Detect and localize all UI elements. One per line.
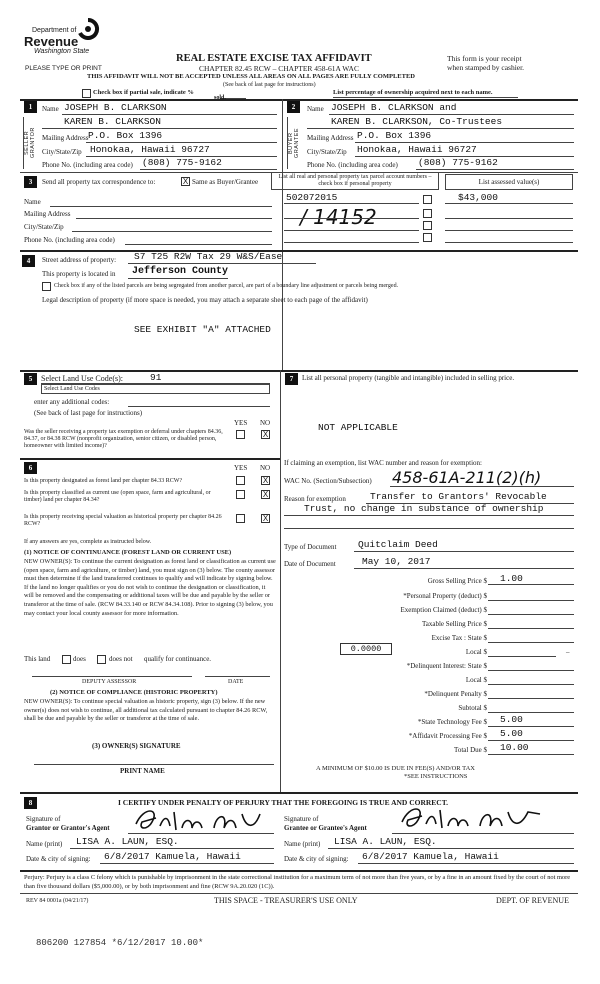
seller-name-1[interactable]: JOSEPH B. CLARKSON [64, 102, 167, 113]
gross-value[interactable]: 1.00 [500, 573, 523, 584]
seller-name-1-line [62, 114, 277, 115]
notice2-title: (2) NOTICE OF COMPLIANCE (HISTORIC PROPERTY) [50, 689, 218, 696]
parcel-personal-checkbox-3[interactable] [423, 221, 432, 230]
exemption-question: Was the seller receiving a property tax exemption or deferral under chapters 84.36, 84.37, or 84.38 RCW (nonprofit organization, senior citizen, or disabled person, homeowner with limited income)? [24, 429, 223, 449]
notice1-text: NEW OWNER(S): To continue the current designation as forest land or classification as current use (open space, farm and agriculture, or timber) land, you must sign on (3) below. The county assessor must then determine if the land transferred continues to qualify and will indicate by signing below. If the land no longer qualifies or you do not wish to continue the designation or classification, it will be removed and the compensating or additional taxes will be due and payable by the seller or transferor at the time of sale. (RCW 84.33.140 or RCW 84.34.108). Prior to signing (3) below, you may contact your local county assessor for more information. [24, 558, 276, 617]
grantor-date-city[interactable]: 6/8/2017 Kamuela, Hawaii [104, 851, 241, 862]
local-dash: – [566, 648, 570, 656]
reason-line-2[interactable]: Trust, no change in substance of ownership [304, 503, 544, 514]
grantee-date-line [358, 863, 574, 864]
see-back-note: (See back of last page for instructions) [34, 409, 143, 417]
treasurer-note: THIS SPACE - TREASURER'S USE ONLY [214, 896, 358, 905]
current-use-yes-checkbox[interactable] [236, 490, 245, 499]
certify-text: I CERTIFY UNDER PENALTY OF PERJURY THAT THE FOREGOING IS TRUE AND CORRECT. [118, 798, 449, 807]
section-8-badge: 8 [24, 797, 37, 809]
parcel-line-1 [284, 203, 419, 204]
county-line [128, 278, 228, 279]
wac-line [390, 486, 574, 487]
parcel-handwritten: / 14152 [300, 205, 377, 229]
same-as-buyer-checkbox[interactable]: X [182, 177, 189, 186]
sec3-name-line [50, 206, 272, 207]
located-label: This property is located in [42, 270, 116, 278]
penalty-line [488, 698, 574, 699]
form-title: REAL ESTATE EXCISE TAX AFFIDAVIT [176, 53, 372, 64]
local-rate[interactable]: 0.0000 [340, 643, 392, 655]
seller-mailing[interactable]: P.O. Box 1396 [88, 130, 163, 141]
gross-line [488, 584, 574, 585]
street-label: Street address of property: [42, 256, 117, 264]
partial-sale-checkbox[interactable] [82, 89, 91, 98]
taxable-line [488, 628, 574, 629]
sec3-name-label: Name [24, 198, 41, 206]
does-label: does [73, 655, 86, 663]
sec6-no-header: NO [260, 464, 271, 472]
print-name-label: PRINT NAME [120, 767, 165, 775]
section-5-badge: 5 [24, 373, 37, 385]
assessed-line-2 [445, 218, 573, 219]
penalty-label: *Delinquent Penalty $ [424, 690, 487, 698]
cashier-stamp: 806200 127854 *6/12/2017 10.00* [36, 938, 204, 948]
footer-mid-rule [20, 893, 578, 894]
seller-side-label: SELLER GRANTOR [23, 117, 33, 169]
forest-question: Is this property designated as forest land per chapter 84.33 RCW? [24, 478, 183, 484]
total-due-label: Total Due $ [454, 746, 487, 754]
section-6-badge: 6 [24, 462, 37, 474]
section-6-top-rule [20, 458, 280, 460]
sec5-no-header: NO [260, 419, 271, 427]
buyer-name-2[interactable]: KAREN B. CLARKSON, Co-Trustees [331, 116, 503, 127]
buyer-name-label: Name [307, 105, 324, 113]
owner-signature-label: (3) OWNER(S) SIGNATURE [92, 742, 181, 750]
list-pct-label: List percentage of ownership acquired next to each name. [333, 89, 493, 96]
qualify-label: qualify for continuance. [144, 655, 212, 663]
doc-type-value[interactable]: Quitclaim Deed [358, 539, 438, 550]
reason-label: Reason for exemption [284, 495, 346, 503]
section-5-top-rule [20, 370, 578, 372]
boundary-note: Check box if any of the listed parcels are being segregated from another parcel, are part of a boundary line adjustment or parcels being merged. [54, 283, 399, 289]
grantor-name-line [70, 848, 274, 849]
buyer-city[interactable]: Honokaa, Hawaii 96727 [357, 144, 477, 155]
personal-deduct-line [488, 600, 574, 601]
forest-no-checkbox[interactable]: X [262, 476, 269, 485]
sig-grantee-label-2: Grantee or Grantee's Agent [284, 824, 367, 832]
personal-property-label: List all personal property (tangible and intangible) included in selling price. [302, 374, 515, 382]
legal-label: Legal description of property (if more space is needed, you may attach a separate sheet to each page of the affidavit) [42, 296, 368, 304]
parcel-personal-checkbox-4[interactable] [423, 233, 432, 242]
left-right-divider [280, 370, 281, 792]
correspondence-label: Send all property tax correspondence to: [42, 178, 156, 186]
doc-date-label: Date of Document [284, 560, 336, 568]
exemption-no-checkbox[interactable]: X [262, 430, 269, 439]
dept-note: DEPT. OF REVENUE [496, 896, 569, 905]
current-use-question: Is this property classified as current use (open space, farm and agricultural, or timber) land per chapter 84.34? [24, 490, 211, 503]
affidavit-fee-label: *Affidavit Processing Fee $ [408, 732, 487, 740]
subtotal-line [488, 712, 574, 713]
interest-local-line [488, 684, 574, 685]
parcel-header: List all real and personal property tax parcel account numbers – check box if personal property [271, 172, 439, 190]
buyer-mailing[interactable]: P.O. Box 1396 [357, 130, 432, 141]
grantee-date-city[interactable]: 6/8/2017 Kamuela, Hawaii [362, 851, 499, 862]
same-as-buyer-label: Same as Buyer/Grantee [192, 178, 259, 186]
affidavit-fee-line [488, 740, 574, 741]
notice1-title: (1) NOTICE OF CONTINUANCE (FOREST LAND OR CURRENT USE) [24, 549, 232, 556]
exemption-yes-checkbox[interactable] [236, 430, 245, 439]
minimum-note: A MINIMUM OF $10.00 IS DUE IN FEE(S) AND/OR TAX [316, 765, 475, 772]
exemption-deduct-line [488, 614, 574, 615]
boundary-checkbox[interactable] [42, 282, 51, 291]
sig-grantor-label-1: Signature of [26, 815, 61, 823]
perjury-text: Perjury: Perjury is a class C felony which is punishable by imprisonment in the state correctional institution for a maximum term of not more than five years, or by a fine in an amount fixed by the court of not more than five thousand dollars ($5,000.00), or by both imprisonment and fine (RCW 9A.20.020 (1C)). [24, 874, 571, 890]
doc-type-label: Type of Document [284, 543, 337, 551]
wac-label: WAC No. (Section/Subsection) [284, 477, 372, 485]
sig-grantor-label-2: Grantor or Grantor's Agent [26, 824, 110, 832]
parcel-line-2 [284, 218, 419, 219]
grantor-date-line [100, 863, 274, 864]
buyer-side-label: BUYER GRANTEE [287, 117, 297, 169]
reason-underline-2 [284, 515, 574, 516]
tech-fee-label: *State Technology Fee $ [417, 718, 487, 726]
exemption-deduct-label: Exemption Claimed (deduct) $ [400, 606, 487, 614]
form-chapter: CHAPTER 82.45 RCW – CHAPTER 458-61A WAC [199, 64, 359, 73]
grantee-name-line [328, 848, 574, 849]
land-use-code[interactable]: 91 [150, 372, 162, 383]
dept-of-text: Department of [32, 27, 77, 34]
seller-city[interactable]: Honokaa, Hawaii 96727 [90, 144, 210, 155]
land-use-label: Select Land Use Code(s): [41, 374, 123, 383]
doc-type-line [354, 551, 574, 552]
taxable-label: Taxable Selling Price $ [421, 620, 487, 628]
footer-top-rule [20, 870, 578, 872]
additional-codes-label: enter any additional codes: [34, 398, 110, 406]
buyer-mailing-line [355, 142, 574, 143]
wac-value[interactable]: 458-61A-211(2)(h) [392, 468, 542, 487]
local-label: Local $ [465, 648, 487, 656]
notice2-text: NEW OWNER(S): To continue special valuation as historic property, sign (3) below. If the new owner(s) does not wish to continue, all additional tax calculated pursuant to chapter 84.26 RCW, shall be due and payable by the seller or transferor at the time of sale. [24, 698, 268, 723]
washington-state-text: Washington State [34, 48, 90, 55]
parcel-personal-checkbox-1[interactable] [423, 195, 432, 204]
sec3-mailing-label: Mailing Address [24, 210, 71, 218]
section-7-badge: 7 [285, 373, 298, 385]
seller-name-2-line [42, 128, 277, 129]
assessed-line-1 [445, 203, 573, 204]
section-4-top-rule [20, 250, 578, 252]
sec6-yes-header: YES [234, 464, 248, 472]
grantor-name-print-label: Name (print) [26, 840, 63, 848]
reason-underline-3 [284, 528, 574, 529]
reason-line-1[interactable]: Transfer to Grantors' Revocable [370, 491, 547, 502]
street-line [128, 263, 316, 264]
instructions-note: (See back of last page for instructions) [223, 82, 316, 88]
excise-state-line [488, 642, 574, 643]
grantor-name-print[interactable]: LISA A. LAUN, ESQ. [76, 836, 179, 847]
parcel-line-4 [284, 242, 419, 243]
buyer-name-2-line [307, 128, 574, 129]
gross-label: Gross Selling Price $ [427, 577, 487, 585]
partial-sale-label: Check box if partial sale, indicate % [93, 89, 194, 96]
receipt-note-1: This form is your receipt [447, 54, 522, 63]
doc-date-line [354, 568, 574, 569]
personal-property-value[interactable]: NOT APPLICABLE [318, 422, 398, 433]
buyer-phone[interactable]: (808) 775-9162 [418, 157, 498, 168]
does-not-label: does not [109, 655, 133, 663]
buyer-phone-line [416, 169, 574, 170]
land-use-select[interactable]: Select Land Use Codes [41, 384, 270, 394]
current-use-no-checkbox[interactable]: X [262, 490, 269, 499]
section-2-badge: 2 [287, 101, 300, 113]
additional-codes-line [128, 406, 270, 407]
assessed-value-1[interactable]: $43,000 [458, 192, 498, 203]
if-yes-note: If any answers are yes, complete as instructed below. [24, 539, 152, 545]
subtotal-label: Subtotal $ [458, 704, 487, 712]
total-due-value[interactable]: 10.00 [500, 742, 529, 753]
seller-name-label: Name [42, 105, 59, 113]
sec3-phone-label: Phone No. (including area code) [24, 236, 115, 244]
historic-yes-checkbox[interactable] [236, 514, 245, 523]
forest-yes-checkbox[interactable] [236, 476, 245, 485]
assessor-date-label: DATE [228, 679, 244, 685]
local-line [488, 656, 556, 657]
sec3-mailing-line [76, 218, 272, 219]
revenue-text: Revenue [24, 34, 79, 49]
sold-label: sold. [214, 95, 226, 101]
rev-number: REV 84 0001a (04/21/17) [26, 898, 89, 904]
seller-name-2[interactable]: KAREN B. CLARKSON [64, 116, 161, 127]
section-3-badge: 3 [24, 176, 37, 188]
assessed-line-4 [445, 242, 573, 243]
assessed-header: List assessed value(s) [445, 174, 573, 190]
historic-question: Is this property receiving special valuation as historical property per chapter 84.26 RCW? [24, 514, 222, 527]
grantor-date-city-label: Date & city of signing: [26, 855, 91, 863]
dor-logo-mark-icon [76, 18, 100, 40]
seller-mailing-line [86, 142, 277, 143]
buyer-name-1[interactable]: JOSEPH B. CLARKSON and [331, 102, 457, 113]
grantee-signature [396, 802, 546, 834]
this-land-label: This land [24, 655, 51, 663]
sec3-city-label: City/State/Zip [24, 223, 64, 231]
sec3-phone-line [125, 244, 272, 245]
buyer-city-label: City/State/Zip [307, 148, 347, 156]
parcel-personal-checkbox-2[interactable] [423, 209, 432, 218]
legal-description[interactable]: SEE EXHIBIT "A" ATTACHED [134, 324, 271, 335]
dor-logo [20, 18, 105, 56]
interest-state-label: *Delinquent Interest: State $ [406, 662, 487, 670]
seller-phone[interactable]: (808) 775-9162 [142, 157, 222, 168]
interest-local-label: Local $ [465, 676, 487, 684]
seller-city-label: City/State/Zip [42, 148, 82, 156]
section-4-badge: 4 [22, 255, 35, 267]
grantee-name-print-label: Name (print) [284, 840, 321, 848]
seller-phone-line [140, 169, 277, 170]
section-1-badge: 1 [24, 101, 37, 113]
street-address[interactable]: S7 T25 R2W Tax 29 W&S/Ease [134, 251, 283, 262]
assessor-sign-line [32, 676, 192, 677]
tech-fee-line [488, 726, 574, 727]
seller-mailing-label: Mailing Address [42, 134, 89, 142]
receipt-note-2: when stamped by cashier. [447, 63, 525, 72]
exemption-claim-label: If claiming an exemption, list WAC number and reason for exemption: [284, 459, 482, 467]
sec3-city-line [72, 231, 272, 232]
buyer-name-1-line [329, 114, 574, 115]
see-instructions-note: *SEE INSTRUCTIONS [404, 773, 468, 780]
affidavit-fee-value[interactable]: 5.00 [500, 728, 523, 739]
buyer-mailing-label: Mailing Address [307, 134, 354, 142]
owner-signature-line [34, 764, 274, 765]
print-note: PLEASE TYPE OR PRINT [25, 65, 102, 72]
interest-state-line [488, 670, 574, 671]
assessor-date-line [205, 676, 270, 677]
form-warning: THIS AFFIDAVIT WILL NOT BE ACCEPTED UNLESS ALL AREAS ON ALL PAGES ARE FULLY COMPLETED [87, 73, 415, 80]
does-checkbox[interactable] [62, 655, 71, 664]
parcel-line-3 [284, 230, 419, 231]
grantee-name-print[interactable]: LISA A. LAUN, ESQ. [334, 836, 437, 847]
deputy-assessor-label: DEPUTY ASSESSOR [82, 679, 137, 685]
doc-date-value[interactable]: May 10, 2017 [362, 556, 431, 567]
tech-fee-value[interactable]: 5.00 [500, 714, 523, 725]
historic-no-checkbox[interactable]: X [262, 514, 269, 523]
excise-state-label: Excise Tax : State $ [431, 634, 487, 642]
section-8-top-rule [20, 792, 578, 794]
sig-grantee-label-1: Signature of [284, 815, 319, 823]
grantor-sig-line [128, 833, 274, 834]
does-not-checkbox[interactable] [97, 655, 106, 664]
total-due-line [488, 754, 574, 755]
list-pct-underline [333, 97, 518, 98]
county[interactable]: Jefferson County [132, 266, 229, 277]
parcel-number-1[interactable]: 502072015 [286, 192, 338, 203]
grantee-sig-line [392, 833, 574, 834]
seller-phone-label: Phone No. (including area code) [42, 161, 133, 169]
grantee-date-city-label: Date & city of signing: [284, 855, 349, 863]
grantor-signature [130, 804, 270, 836]
seller-buyer-divider [282, 99, 283, 371]
buyer-phone-label: Phone No. (including area code) [307, 161, 398, 169]
sec5-yes-header: YES [234, 419, 248, 427]
personal-deduct-label: *Personal Property (deduct) $ [403, 592, 487, 600]
assessed-line-3 [445, 230, 573, 231]
